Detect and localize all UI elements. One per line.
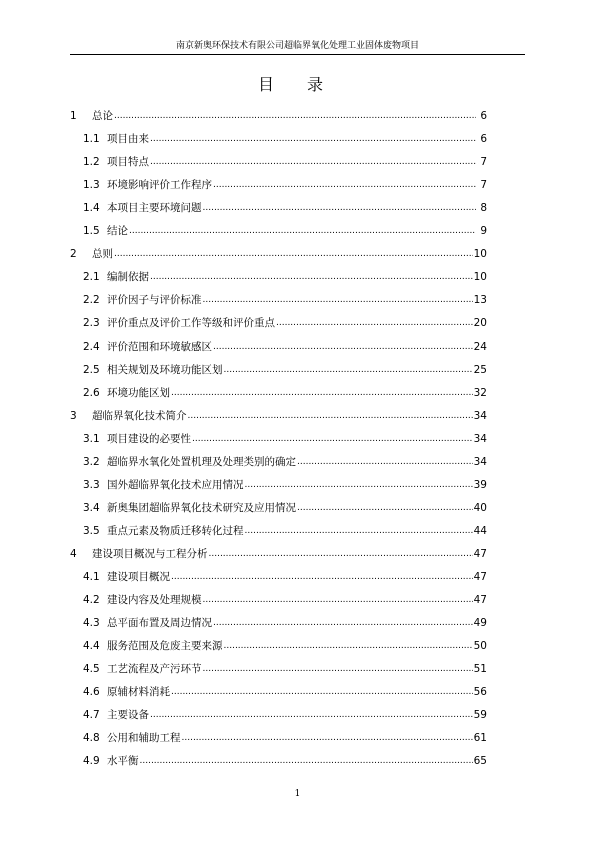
toc-dot-leader: [114, 247, 473, 261]
toc-entry[interactable]: [70, 630, 487, 653]
toc-entry-page: 25: [473, 363, 487, 376]
toc-entry[interactable]: [70, 607, 487, 630]
toc-entry[interactable]: [70, 377, 487, 400]
toc-entry-number: 4.7: [83, 709, 100, 722]
toc-entry[interactable]: [70, 354, 487, 377]
toc-entry-number: 2.3: [83, 317, 100, 330]
toc-entry[interactable]: [70, 722, 487, 745]
toc-dot-leader: [203, 593, 473, 607]
toc-entry-page: 20: [473, 317, 487, 330]
toc-entry-page: 47: [473, 594, 487, 607]
toc-dot-leader: [150, 132, 476, 146]
toc-entry-number: 3: [70, 409, 77, 422]
page-title: 目 录: [257, 75, 338, 94]
toc-entry[interactable]: [70, 515, 487, 538]
toc-entry-title: 原辅材料消耗: [107, 686, 170, 699]
toc-entry-page: 10: [473, 271, 487, 284]
toc-dot-leader: [150, 155, 476, 169]
toc-dot-leader: [203, 293, 473, 307]
toc-dot-leader: [245, 478, 473, 492]
toc-dot-leader: [150, 270, 473, 284]
toc-entry-page: 39: [473, 478, 487, 491]
toc-dot-leader: [209, 547, 473, 561]
toc-entry-title: 建设内容及处理规模: [107, 594, 202, 607]
toc-entry-title: 评价重点及评价工作等级和评价重点: [107, 317, 275, 330]
toc-dot-leader: [129, 224, 476, 238]
toc-entry-title: 超临界水氧化处置机理及处理类别的确定: [107, 455, 296, 468]
toc-dot-leader: [150, 708, 473, 722]
toc-dot-leader: [192, 432, 473, 446]
toc-dot-leader: [171, 386, 473, 400]
toc-entry-number: 4.6: [83, 686, 100, 699]
toc-dot-leader: [171, 570, 473, 584]
toc-entry-page: 6: [480, 133, 487, 146]
toc-entry-page: 44: [473, 524, 487, 537]
toc-entry-number: 2.6: [83, 386, 100, 399]
toc-entry-number: 2.5: [83, 363, 100, 376]
toc-entry-page: 40: [473, 501, 487, 514]
toc-dot-leader: [224, 363, 473, 377]
toc-entry-title: 总平面布置及周边情况: [107, 617, 212, 630]
toc-entry-page: 47: [473, 570, 487, 583]
toc-entry-title: 环境功能区划: [107, 386, 170, 399]
toc-entry-title: 重点元素及物质迁移转化过程: [107, 524, 244, 537]
toc-entry-number: 2.2: [83, 294, 100, 307]
toc-entry-page: 8: [480, 202, 487, 215]
toc-entry-number: 1.1: [83, 133, 100, 146]
toc-entry-number: 4: [70, 547, 77, 560]
toc-entry-number: 3.4: [83, 501, 100, 514]
toc-entry-page: 34: [473, 432, 487, 445]
toc-entry-page: 65: [473, 755, 487, 768]
toc-entry-title: 新奥集团超临界氧化技术研究及应用情况: [107, 501, 296, 514]
toc-entry-number: 3.5: [83, 524, 100, 537]
toc-entry-number: 4.1: [83, 570, 100, 583]
toc-entry-number: 1.5: [83, 225, 100, 238]
toc-entry-number: 4.3: [83, 617, 100, 630]
page-number: 1: [294, 789, 301, 799]
toc-entry[interactable]: [70, 699, 487, 722]
toc-entry[interactable]: [70, 653, 487, 676]
table-of-contents: [70, 100, 487, 768]
toc-entry-number: 3.3: [83, 478, 100, 491]
toc-entry[interactable]: [70, 330, 487, 353]
toc-entry-number: 2.4: [83, 340, 100, 353]
toc-entry[interactable]: [70, 284, 487, 307]
toc-entry[interactable]: [70, 192, 487, 215]
toc-entry-title: 结论: [107, 225, 128, 238]
toc-dot-leader: [213, 178, 476, 192]
toc-dot-leader: [213, 616, 473, 630]
toc-entry-page: 9: [480, 225, 487, 238]
toc-entry-number: 1: [70, 110, 77, 123]
toc-dot-leader: [297, 455, 473, 469]
toc-entry-title: 编制依据: [107, 271, 149, 284]
toc-entry-title: 评价范围和环境敏感区: [107, 340, 212, 353]
toc-entry-number: 1.2: [83, 156, 100, 169]
toc-entry-number: 4.4: [83, 640, 100, 653]
toc-entry[interactable]: [70, 169, 487, 192]
toc-entry-number: 1.4: [83, 202, 100, 215]
toc-entry-title: 超临界氧化技术简介: [92, 409, 187, 422]
toc-dot-leader: [245, 524, 473, 538]
toc-dot-leader: [182, 731, 473, 745]
toc-entry-page: 10: [473, 248, 487, 261]
toc-entry[interactable]: [70, 676, 487, 699]
toc-entry[interactable]: [70, 100, 487, 123]
toc-entry-page: 49: [473, 617, 487, 630]
toc-entry-page: 32: [473, 386, 487, 399]
toc-entry-title: 项目建设的必要性: [107, 432, 191, 445]
toc-entry-title: 工艺流程及产污环节: [107, 663, 202, 676]
toc-entry-title: 国外超临界氧化技术应用情况: [107, 478, 244, 491]
toc-entry[interactable]: [70, 745, 487, 768]
toc-dot-leader: [203, 662, 473, 676]
toc-entry-number: 4.9: [83, 755, 100, 768]
toc-entry[interactable]: [70, 446, 487, 469]
toc-entry-number: 1.3: [83, 179, 100, 192]
toc-entry[interactable]: [70, 584, 487, 607]
toc-entry-number: 4.2: [83, 594, 100, 607]
toc-entry-title: 相关规划及环境功能区划: [107, 363, 223, 376]
toc-entry[interactable]: [70, 261, 487, 284]
toc-entry-number: 3.2: [83, 455, 100, 468]
toc-entry-page: 7: [480, 179, 487, 192]
toc-entry-page: 6: [480, 110, 487, 123]
toc-dot-leader: [171, 685, 473, 699]
toc-entry-title: 环境影响评价工作程序: [107, 179, 212, 192]
toc-entry-page: 34: [473, 409, 487, 422]
toc-dot-leader: [114, 109, 476, 123]
toc-entry[interactable]: [70, 123, 487, 146]
toc-entry-number: 2: [70, 248, 77, 261]
toc-entry-page: 24: [473, 340, 487, 353]
toc-entry-title: 建设项目概况: [107, 570, 170, 583]
toc-entry-number: 2.1: [83, 271, 100, 284]
toc-entry-page: 61: [473, 732, 487, 745]
toc-entry[interactable]: [70, 400, 487, 423]
toc-entry-title: 服务范围及危废主要来源: [107, 640, 223, 653]
toc-dot-leader: [203, 201, 477, 215]
toc-entry-title: 总论: [92, 110, 113, 123]
toc-entry-page: 51: [473, 663, 487, 676]
toc-entry[interactable]: [70, 492, 487, 515]
toc-entry[interactable]: [70, 215, 487, 238]
toc-entry-title: 主要设备: [107, 709, 149, 722]
toc-entry-page: 7: [480, 156, 487, 169]
toc-entry-title: 建设项目概况与工程分析: [92, 547, 208, 560]
toc-entry-page: 50: [473, 640, 487, 653]
toc-entry-page: 59: [473, 709, 487, 722]
toc-entry[interactable]: [70, 238, 487, 261]
toc-entry-title: 水平衡: [107, 755, 139, 768]
toc-entry-page: 47: [473, 547, 487, 560]
toc-entry-number: 3.1: [83, 432, 100, 445]
toc-dot-leader: [276, 316, 473, 330]
toc-entry-page: 34: [473, 455, 487, 468]
toc-entry-number: 4.5: [83, 663, 100, 676]
toc-dot-leader: [213, 340, 473, 354]
toc-entry[interactable]: [70, 146, 487, 169]
toc-entry[interactable]: [70, 469, 487, 492]
toc-entry-title: 项目由来: [107, 133, 149, 146]
toc-dot-leader: [188, 409, 473, 423]
page-header: 南京新奥环保技术有限公司超临界氧化处理工业固体废物项目: [70, 38, 525, 55]
toc-entry[interactable]: [70, 307, 487, 330]
toc-entry[interactable]: [70, 423, 487, 446]
toc-entry[interactable]: [70, 561, 487, 584]
toc-entry-title: 评价因子与评价标准: [107, 294, 202, 307]
toc-entry-page: 13: [473, 294, 487, 307]
toc-dot-leader: [140, 754, 473, 768]
toc-entry-title: 总则: [92, 248, 113, 261]
toc-dot-leader: [224, 639, 473, 653]
toc-entry[interactable]: [70, 538, 487, 561]
toc-entry-number: 4.8: [83, 732, 100, 745]
toc-entry-page: 56: [473, 686, 487, 699]
toc-dot-leader: [297, 501, 473, 515]
toc-entry-title: 项目特点: [107, 156, 149, 169]
toc-entry-title: 本项目主要环境问题: [107, 202, 202, 215]
toc-entry-title: 公用和辅助工程: [107, 732, 181, 745]
